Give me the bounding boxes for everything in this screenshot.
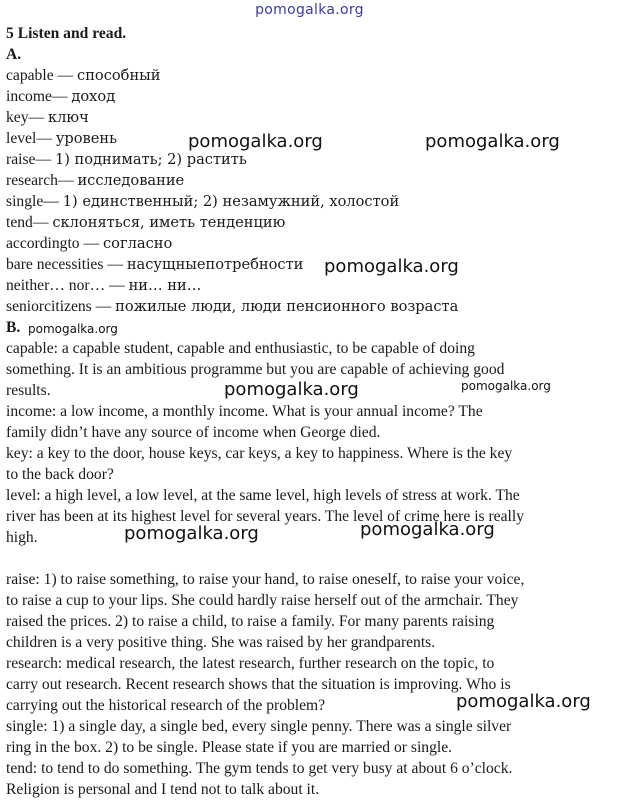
- vocab-term: research: [6, 172, 58, 189]
- vocab-item: [6, 128, 117, 149]
- vocab-term: accordingto: [6, 235, 80, 252]
- text-line: research: medical research, the latest research, further research on the topic, to: [6, 655, 495, 672]
- text-line: capable: a capable student, capable and enthusiastic, to be capable of doing: [6, 340, 475, 357]
- vocab-dash: —: [53, 67, 78, 84]
- watermark-top: pomogalka.org: [255, 2, 364, 18]
- vocab-item: [6, 149, 247, 170]
- vocab-translation: склоняться, иметь тенденцию: [52, 214, 286, 231]
- text-line: raised the prices. 2) to raise a child, to raise a family. For many parents raising: [6, 613, 495, 630]
- vocab-translation: уровень: [55, 130, 118, 147]
- vocab-term: capable: [6, 67, 54, 84]
- vocab-item: [6, 275, 201, 296]
- vocab-term: single: [6, 193, 44, 210]
- vocab-dash: —: [36, 130, 56, 147]
- vocab-translation: исследование: [77, 172, 185, 189]
- text-line: Religion is personal and I tend not to talk about it.: [6, 781, 320, 798]
- vocab-term: neither… nor…: [6, 277, 106, 294]
- vocab-item: [6, 86, 115, 107]
- vocab-item: [6, 107, 89, 128]
- text-line: income: a low income, a monthly income. What is your annual income? The: [6, 403, 483, 420]
- vocab-dash: —: [79, 235, 103, 252]
- text-line: to the back door?: [6, 466, 114, 483]
- vocab-term: income: [6, 88, 52, 105]
- vocab-item: [6, 191, 399, 212]
- section-title: 5 Listen and read.: [6, 25, 127, 42]
- text-line: something. It is an ambitious programme but you are capable of achieving good: [6, 361, 505, 378]
- vocab-dash: —: [51, 88, 72, 105]
- watermark: pomogalka.org: [188, 131, 323, 152]
- text-line: single: 1) a single day, a single bed, every single penny. There was a single silver: [6, 718, 512, 735]
- text-line: level: a high level, a low level, at the same level, high levels of stress at work. The: [6, 487, 520, 504]
- vocab-dash: —: [91, 298, 116, 315]
- watermark: pomogalka.org: [224, 379, 359, 400]
- vocab-translation: 1) поднимать; 2) растить: [54, 151, 247, 168]
- vocab-translation: ни… ни…: [128, 277, 202, 294]
- text-line: river has been at its highest level for several years. The level of crime here is really: [6, 508, 524, 525]
- vocab-dash: —: [28, 109, 49, 126]
- vocab-dash: —: [103, 256, 127, 273]
- vocab-term: key: [6, 109, 29, 126]
- part-b-label: B.: [6, 319, 21, 336]
- vocab-dash: —: [32, 214, 53, 231]
- vocab-translation: ключ: [48, 109, 89, 126]
- watermark: pomogalka.org: [124, 523, 259, 544]
- vocab-term: bare necessities: [6, 256, 104, 273]
- vocab-item: [6, 170, 184, 191]
- text-line: carry out research. Recent research shows that the situation is improving. Who is: [6, 676, 511, 693]
- vocab-translation: 1) единственный; 2) незамужний, холостой: [62, 193, 400, 210]
- vocab-translation: согласно: [103, 235, 173, 252]
- vocab-translation: доход: [71, 88, 116, 105]
- vocab-term: seniorcitizens: [6, 298, 92, 315]
- vocab-item: [6, 233, 172, 254]
- vocab-term: raise: [6, 151, 36, 168]
- text-line: family didn’t have any source of income when George died.: [6, 424, 381, 441]
- vocab-term: tend: [6, 214, 33, 231]
- text-line: high.: [6, 529, 38, 546]
- vocab-item: [6, 212, 285, 233]
- vocab-translation: способный: [77, 67, 161, 84]
- watermark: pomogalka.org: [456, 691, 591, 712]
- text-line: to raise a cup to your lips. She could hardly raise herself out of the armchair. They: [6, 592, 519, 609]
- watermark: pomogalka.org: [425, 131, 560, 152]
- text-line: tend: to tend to do something. The gym tends to get very busy at about 6 o’clock.: [6, 760, 513, 777]
- watermark: pomogalka.org: [360, 519, 495, 540]
- vocab-item: [6, 254, 303, 275]
- vocab-dash: —: [43, 193, 63, 210]
- vocab-dash: —: [57, 172, 78, 189]
- watermark: pomogalka.org: [28, 322, 118, 336]
- part-a-label: A.: [6, 46, 22, 63]
- text-line: carrying out the historical research of the problem?: [6, 697, 326, 714]
- vocab-dash: —: [35, 151, 55, 168]
- watermark: pomogalka.org: [324, 256, 459, 277]
- text-line: results.: [6, 382, 51, 399]
- vocab-term: level: [6, 130, 37, 147]
- text-line: key: a key to the door, house keys, car keys, a key to happiness. Where is the key: [6, 445, 513, 462]
- text-line: children is a very positive thing. She was raised by her grandparents.: [6, 634, 436, 651]
- vocab-item: [6, 65, 161, 86]
- watermark: pomogalka.org: [461, 379, 551, 393]
- vocab-translation: пожилые люди, люди пенсионного возраста: [115, 298, 459, 315]
- vocab-dash: —: [105, 277, 129, 294]
- vocab-item: [6, 296, 458, 317]
- text-line: ring in the box. 2) to be single. Please state if you are married or single.: [6, 739, 453, 756]
- text-line: raise: 1) to raise something, to raise your hand, to raise oneself, to raise your voice,: [6, 571, 525, 588]
- vocab-translation: насущныепотребности: [126, 256, 304, 273]
